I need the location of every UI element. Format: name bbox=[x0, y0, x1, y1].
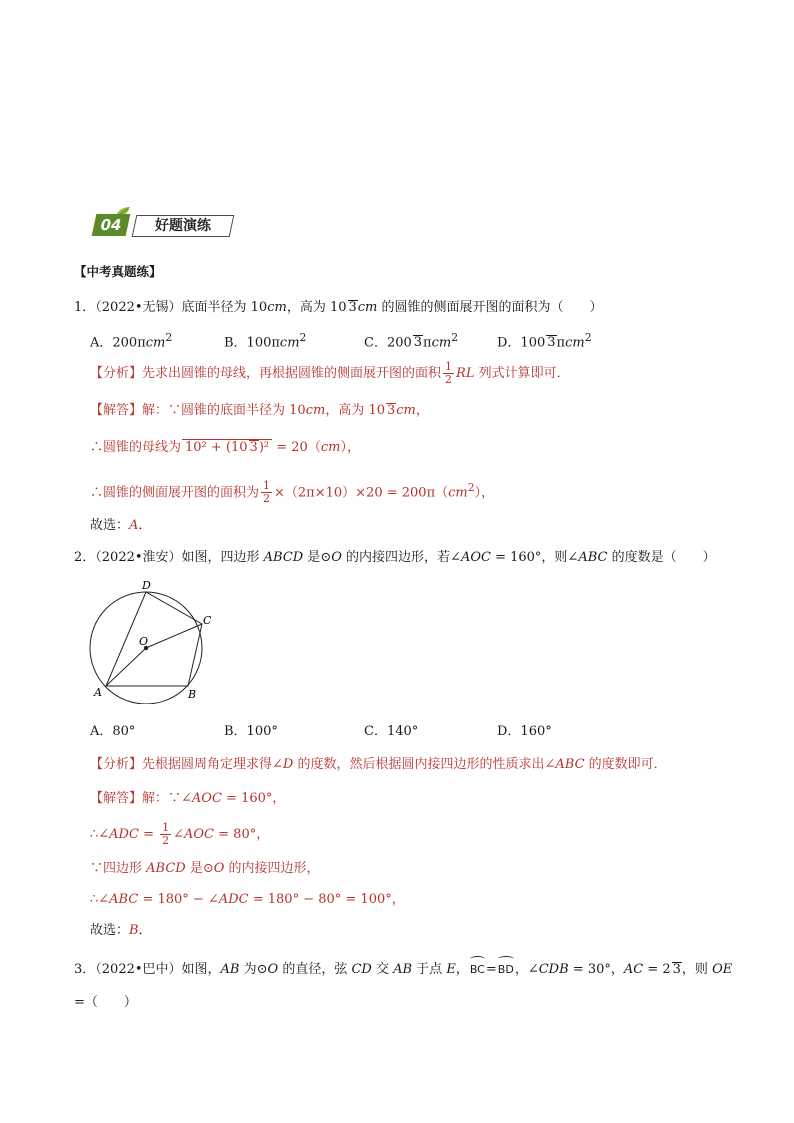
q2-choice: 故选：B． bbox=[90, 923, 152, 938]
label-a: A bbox=[94, 686, 102, 699]
subheading: 【中考真题练】 bbox=[74, 264, 162, 279]
label-o: O bbox=[139, 635, 149, 648]
q1-option-d[interactable]: D．100 3πcm$^2$ bbox=[497, 331, 592, 351]
q2-stem: 2．（2022•淮安）如图，四边形 ABCD 是⊙O 的内接四边形，若∠AOC = 160°，则∠ABC 的度数是（ ） bbox=[74, 550, 716, 565]
q1-option-a[interactable]: A．200πcm$^2$ bbox=[90, 331, 173, 351]
section-number: 04 bbox=[92, 214, 131, 236]
q1-option-c[interactable]: C．200 3πcm$^2$ bbox=[364, 331, 459, 351]
q2-analysis: 【分析】先根据圆周角定理求得∠D 的度数，然后根据圆内接四边形的性质求出∠ABC 的度数即可． bbox=[90, 757, 667, 772]
q2-option-d[interactable]: D．160° bbox=[497, 724, 552, 739]
q3-stem: 3．（2022•巴中）如图，AB 为⊙O 的直径，弦 CD 交 AB 于点 E，BC=BD，∠CDB = 30°，AC = 2 3，则 OE bbox=[74, 960, 732, 980]
q1-step-2: ∴圆锥的侧面展开图的面积为 $\frac{1}{2}$ $\times(2\pi\times 10)\times 20 = 200\pi(cm^2)$， bbox=[90, 479, 495, 506]
segment-ac bbox=[106, 624, 202, 686]
label-d: D bbox=[142, 579, 151, 592]
q2-option-c[interactable]: C．140° bbox=[364, 724, 419, 739]
segment-ao bbox=[106, 648, 146, 686]
q2-step-1: ∴∠ADC = $\frac{1}{2}$ ∠AOC = 80°， bbox=[90, 821, 270, 847]
q1-choice: 故选：A． bbox=[90, 518, 152, 533]
label-b: B bbox=[188, 688, 197, 701]
q2-step-3: ∴∠ABC = 180° − ∠ADC = 180° − 80° = 100°， bbox=[90, 892, 405, 907]
q1-answer: 【解答】解：∵圆锥的底面半径为 10cm，高为 10 3cm， bbox=[90, 403, 429, 418]
q2-figure bbox=[84, 576, 224, 704]
q2-option-a[interactable]: A．80° bbox=[90, 724, 136, 739]
label-c: C bbox=[203, 614, 212, 627]
segment-oc bbox=[146, 624, 202, 648]
q1-option-b[interactable]: B．100πcm$^2$ bbox=[224, 331, 307, 351]
q2-step-2: ∵四边形 ABCD 是⊙O 的内接四边形， bbox=[90, 861, 320, 876]
q1-analysis: 【分析】先求出圆锥的母线，再根据圆锥的侧面展开图的面积 $\frac{1}{2}$ RL 列式计算即可． bbox=[90, 360, 570, 386]
section-title: 好题演练 bbox=[132, 215, 235, 237]
q1-step-1: ∴圆锥的母线为 10² + (10 3)² = 20（cm）， bbox=[90, 440, 360, 455]
q1-stem: 1．（2022•无锡）底面半径为 10cm，高为 10 3cm 的圆锥的侧面展开图的面积为（ ） bbox=[74, 300, 603, 315]
q2-answer: 【解答】解：∵∠AOC = 160°， bbox=[90, 791, 286, 806]
q2-option-b[interactable]: B．100° bbox=[224, 724, 278, 739]
q3-stem-line-2: =（ ） bbox=[74, 995, 137, 1010]
section-badge bbox=[90, 206, 240, 242]
